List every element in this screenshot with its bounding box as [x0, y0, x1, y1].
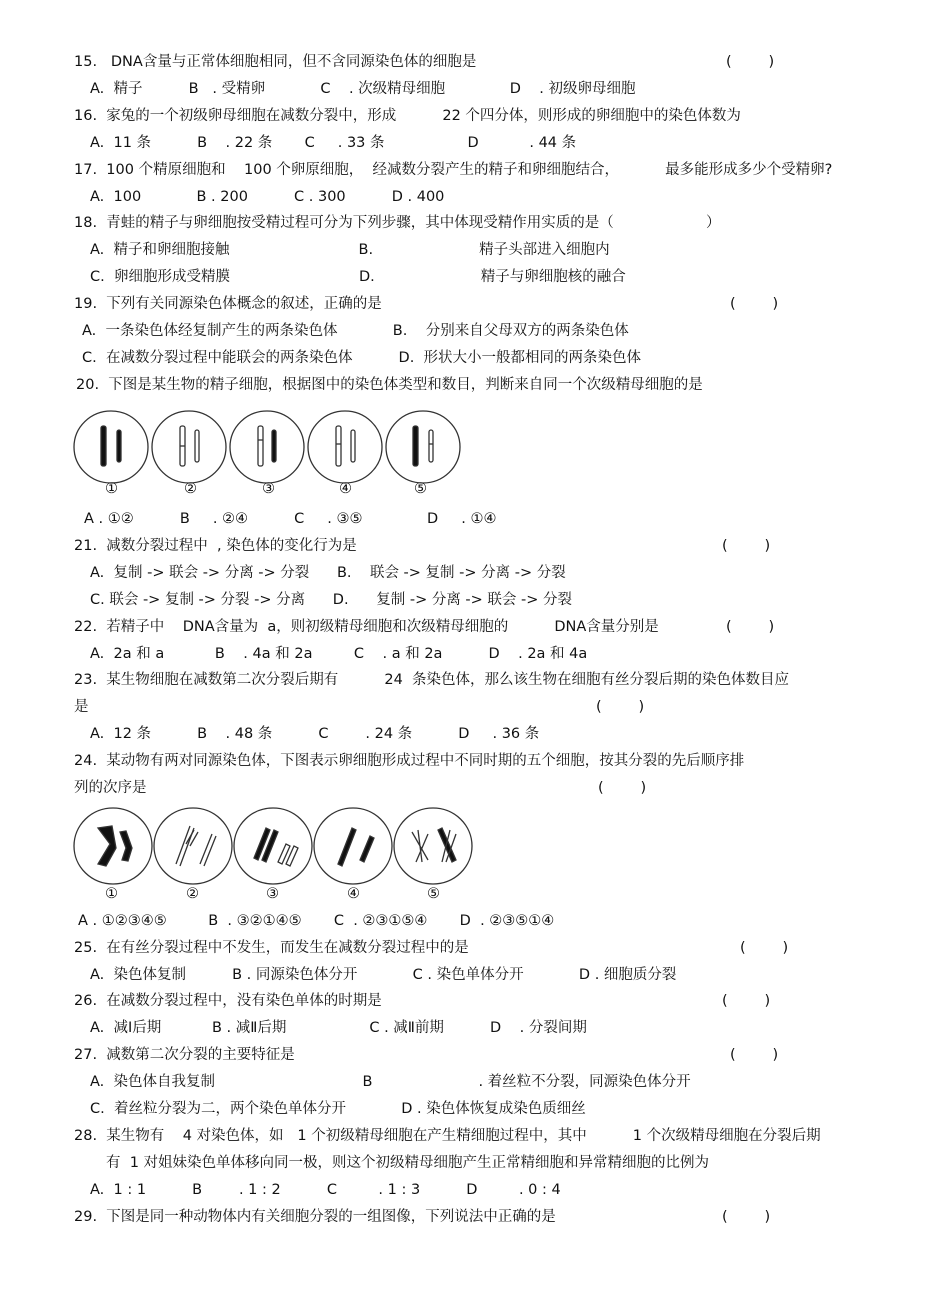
q20-cell-2 — [152, 411, 226, 483]
q15-stem: 15. DNA含量与正常体细胞相同，但不含同源染色体的细胞是 — [74, 54, 477, 70]
q25-options: A. 染色体复制 B . 同源染色体分开 C . 染色单体分开 D . 细胞质分裂 — [90, 967, 677, 983]
q20-cell-5 — [386, 411, 460, 483]
q20-figure-label-5: ⑤ — [414, 481, 427, 497]
q24-stem: 24. 某动物有两对同源染色体，下图表示卵细胞形成过程中不同时期的五个细胞，按其分裂的先后顺序排 — [74, 753, 745, 769]
q16-stem: 16. 家兔的一个初级卵母细胞在减数分裂中，形成 22 个四分体，则形成的卵细胞中的染色体数为 — [74, 108, 741, 124]
q19-options-cd: C. 在减数分裂过程中能联会的两条染色体 D. 形状大小一般都相同的两条染色体 — [82, 350, 642, 366]
q28-options: A. 1 : 1 B . 1 : 2 C . 1 : 3 D . 0 : 4 — [90, 1182, 561, 1198]
q15-options: A. 精子 B . 受精卵 C . 次级精母细胞 D . 初级卵母细胞 — [90, 81, 636, 97]
q27-stem: 27. 减数第二次分裂的主要特征是 — [74, 1047, 295, 1063]
q24-cell-2 — [154, 808, 232, 884]
q24-stem-cont: 列的次序是 — [74, 780, 147, 796]
q24-figure-label-2: ② — [186, 886, 199, 902]
q24-cell-5 — [394, 808, 472, 884]
q16-options: A. 11 条 B . 22 条 C . 33 条 D . 44 条 — [90, 135, 577, 151]
q21-stem: 21. 减数分裂过程中 , 染色体的变化行为是 — [74, 538, 357, 554]
q20-figure-label-4: ④ — [339, 481, 352, 497]
q29-stem: 29. 下图是同一种动物体内有关细胞分裂的一组图像，下列说法中正确的是 — [74, 1209, 556, 1225]
q24-figure-label-1: ① — [105, 886, 118, 902]
q29-answer-bracket: ( ) — [722, 1209, 771, 1225]
q19-options-ab: A. 一条染色体经复制产生的两条染色体 B. 分别来自父母双方的两条染色体 — [82, 323, 629, 339]
q22-options: A. 2a 和 a B . 4a 和 2a C . a 和 2a D . 2a 和 4a — [90, 646, 588, 662]
q17-stem: 17. 100 个精原细胞和 100 个卵原细胞， 经减数分裂产生的精子和卵细胞结合， 最多能形成多少个受精卵? — [74, 162, 833, 178]
q15-answer-bracket: ( ) — [726, 54, 775, 70]
q19-answer-bracket: ( ) — [730, 296, 779, 312]
q25-stem: 25. 在有丝分裂过程中不发生，而发生在减数分裂过程中的是 — [74, 940, 469, 956]
q24-cell-1 — [74, 808, 152, 884]
q20-figure-label-1: ① — [105, 481, 118, 497]
q23-stem: 23. 某生物细胞在减数第二次分裂后期有 24 条染色体，那么该生物在细胞有丝分裂后期的染色体数目应 — [74, 672, 790, 688]
q24-answer-bracket: ( ) — [598, 780, 647, 796]
q23-answer-bracket: ( ) — [596, 699, 645, 715]
q18-options-cd: C. 卵细胞形成受精膜 D. 精子与卵细胞核的融合 — [90, 269, 626, 285]
q24-figure-label-5: ⑤ — [427, 886, 440, 902]
q28-stem-cont: 有 1 对姐妹染色单体移向同一极，则这个初级精母细胞产生正常精细胞和异常精细胞的比例为 — [106, 1155, 710, 1171]
q20-cell-3 — [230, 411, 304, 483]
q26-answer-bracket: ( ) — [722, 993, 771, 1009]
q27-options-cd: C. 着丝粒分裂为二，两个染色单体分开 D . 染色体恢复成染色质细丝 — [90, 1101, 586, 1117]
q21-options-cd: C. 联会 -> 复制 -> 分裂 -> 分离 D. 复制 -> 分离 -> 联会 -> 分裂 — [90, 592, 573, 608]
q20-cell-4 — [308, 411, 382, 483]
q24-figure-label-4: ④ — [347, 886, 360, 902]
q17-options: A. 100 B . 200 C . 300 D . 400 — [90, 189, 445, 205]
q20-options: A . ①② B . ②④ C . ③⑤ D . ①④ — [84, 511, 497, 527]
q20-stem: 20. 下图是某生物的精子细胞，根据图中的染色体类型和数目，判断来自同一个次级精母细胞的是 — [76, 377, 703, 393]
q21-options-ab: A. 复制 -> 联会 -> 分离 -> 分裂 B. 联会 -> 复制 -> 分离 -> 分裂 — [90, 565, 566, 581]
q24-options: A . ①②③④⑤ B . ③②①④⑤ C . ②③①⑤④ D . ②③⑤①④ — [78, 913, 555, 929]
q28-stem: 28. 某生物有 4 对染色体，如 1 个初级精母细胞在产生精细胞过程中，其中 1 个次级精母细胞在分裂后期 — [74, 1128, 821, 1144]
q27-options-ab: A. 染色体自我复制 B . 着丝粒不分裂，同源染色体分开 — [90, 1074, 691, 1090]
q24-cell-4 — [314, 808, 392, 884]
q27-answer-bracket: ( ) — [730, 1047, 779, 1063]
q23-options: A. 12 条 B . 48 条 C . 24 条 D . 36 条 — [90, 726, 540, 742]
q24-figure-label-3: ③ — [266, 886, 279, 902]
q20-cell-1 — [74, 411, 148, 483]
q24-cell-3 — [234, 808, 312, 884]
q20-figure-label-2: ② — [184, 481, 197, 497]
q22-stem: 22. 若精子中 DNA含量为 a，则初级精母细胞和次级精母细胞的 DNA含量分别是 — [74, 619, 659, 635]
q24-oocyte-cell-figure — [72, 804, 502, 888]
q18-stem: 18. 青蛙的精子与卵细胞按受精过程可分为下列步骤，其中体现受精作用实质的是（ ） — [74, 215, 721, 231]
q21-answer-bracket: ( ) — [722, 538, 771, 554]
q18-options-ab: A. 精子和卵细胞接触 B. 精子头部进入细胞内 — [90, 242, 610, 258]
q19-stem: 19. 下列有关同源染色体概念的叙述，正确的是 — [74, 296, 382, 312]
q22-answer-bracket: ( ) — [726, 619, 775, 635]
q25-answer-bracket: ( ) — [740, 940, 789, 956]
q26-stem: 26. 在减数分裂过程中，没有染色单体的时期是 — [74, 993, 382, 1009]
q23-stem-cont: 是 — [74, 699, 89, 715]
q26-options: A. 减Ⅰ后期 B . 减Ⅱ后期 C . 减Ⅱ前期 D . 分裂间期 — [90, 1020, 587, 1036]
q20-figure-label-3: ③ — [262, 481, 275, 497]
